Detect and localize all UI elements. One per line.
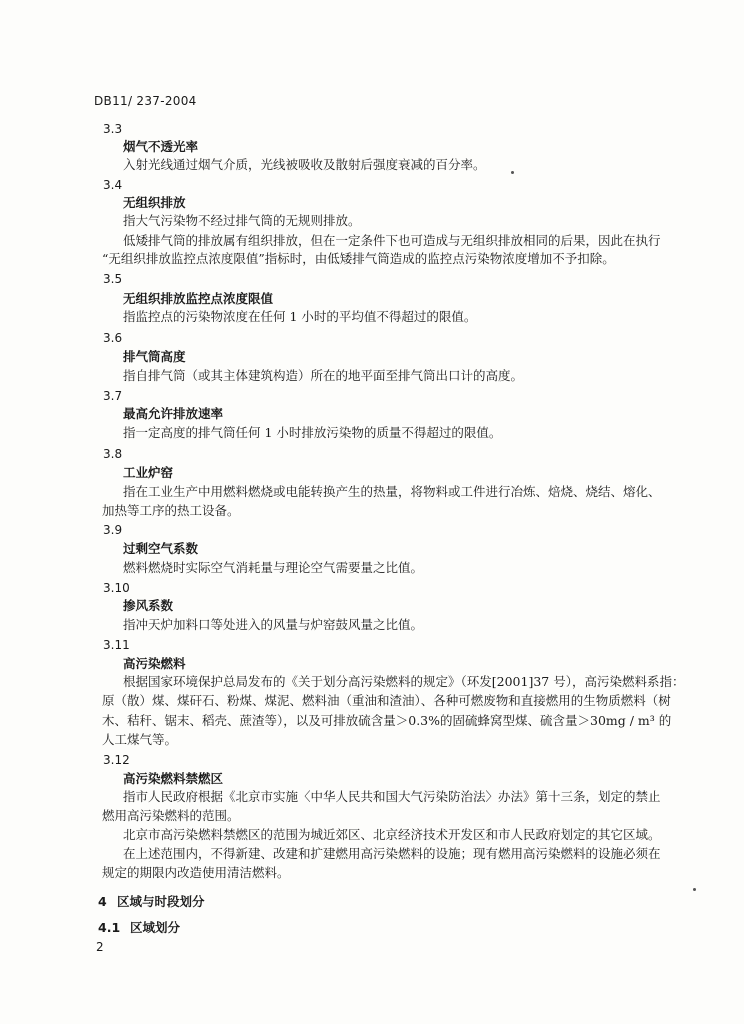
definition-3-9: 燃料燃烧时实际空气消耗量与理论空气需要量之比值。	[123, 560, 424, 575]
standard-code: DB11/ 237-2004	[94, 94, 197, 108]
term-3-6: 排气筒高度	[123, 349, 186, 364]
term-3-12: 高污染燃料禁燃区	[123, 771, 224, 786]
section-title-4-1: 区域划分	[130, 920, 181, 935]
term-3-5: 无组织排放监控点浓度限值	[123, 291, 274, 306]
paragraph-3-12-3-line-2: 规定的期限内改造使用清洁燃料。	[102, 865, 290, 880]
definition-3-3: 入射光线通过烟气介质，光线被吸收及散射后强度衰减的百分率。	[123, 157, 486, 172]
term-3-9: 过剩空气系数	[123, 541, 199, 556]
definition-3-5: 指监控点的污染物浓度在任何 1 小时的平均值不得超过的限值。	[123, 309, 477, 324]
clause-number-3-5: 3.5	[103, 272, 123, 286]
term-3-11: 高污染燃料	[123, 656, 186, 671]
definition-3-11-line-1: 根据国家环境保护总局发布的《关于划分高污染燃料的规定》（环发[2001]37 号），高污染燃料系指：	[123, 674, 685, 689]
clause-number-3-6: 3.6	[103, 331, 123, 345]
term-3-10: 掺风系数	[123, 598, 174, 613]
definition-3-11-line-3: 木、秸秆、锯末、稻壳、蔗渣等），以及可排放硫含量＞0.3%的固硫蜂窝型煤、硫含量＞30mg / m³ 的	[102, 713, 672, 728]
term-3-3: 烟气不透光率	[123, 139, 199, 154]
definition-3-12-line-2: 燃用高污染燃料的范围。	[102, 808, 240, 823]
clause-number-3-3: 3.3	[103, 122, 123, 136]
clause-number-3-4: 3.4	[103, 178, 123, 192]
term-3-4: 无组织排放	[123, 195, 186, 210]
term-3-7: 最高允许排放速率	[123, 406, 224, 421]
section-number-4-1: 4.1	[98, 920, 121, 935]
scan-speck	[511, 171, 514, 174]
definition-3-6: 指自排气筒（或其主体建筑构造）所在的地平面至排气筒出口计的高度。	[123, 368, 524, 383]
definition-3-12-line-1: 指市人民政府根据《北京市实施〈中华人民共和国大气污染防治法〉办法》第十三条，划定的禁止	[123, 789, 661, 804]
definition-3-11-line-4: 人工煤气等。	[102, 732, 178, 747]
section-title-4: 区域与时段划分	[117, 894, 205, 909]
section-number-4: 4	[98, 894, 107, 909]
scan-speck	[693, 888, 696, 891]
paragraph-3-4-line-2: “无组织排放监控点浓度限值”指标时，由低矮排气筒造成的监控点污染物浓度增加不予扣除。	[102, 251, 615, 266]
definition-3-11-line-2: 原（散）煤、煤矸石、粉煤、煤泥、燃料油（重油和渣油）、各种可燃废物和直接燃用的生物质燃料（树	[102, 693, 671, 708]
definition-3-8-line-2: 加热等工序的热工设备。	[102, 503, 240, 518]
page-number: 2	[96, 940, 104, 954]
definition-3-7: 指一定高度的排气筒任何 1 小时排放污染物的质量不得超过的限值。	[123, 425, 502, 440]
definition-3-8-line-1: 指在工业生产中用燃料燃烧或电能转换产生的热量，将物料或工件进行冶炼、焙烧、烧结、熔化、	[123, 484, 661, 499]
paragraph-3-12-2: 北京市高污染燃料禁燃区的范围为城近郊区、北京经济技术开发区和市人民政府划定的其它区域。	[123, 827, 661, 842]
term-3-8: 工业炉窑	[123, 465, 174, 480]
clause-number-3-12: 3.12	[103, 753, 130, 767]
paragraph-3-12-3-line-1: 在上述范围内，不得新建、改建和扩建燃用高污染燃料的设施；现有燃用高污染燃料的设施必须在	[123, 846, 661, 861]
definition-3-4: 指大气污染物不经过排气筒的无规则排放。	[123, 213, 361, 228]
clause-number-3-11: 3.11	[103, 638, 130, 652]
clause-number-3-9: 3.9	[103, 523, 123, 537]
clause-number-3-10: 3.10	[103, 581, 130, 595]
paragraph-3-4-line-1: 低矮排气筒的排放属有组织排放，但在一定条件下也可造成与无组织排放相同的后果，因此在执行	[123, 233, 661, 248]
definition-3-10: 指冲天炉加料口等处进入的风量与炉窑鼓风量之比值。	[123, 617, 424, 632]
clause-number-3-7: 3.7	[103, 389, 123, 403]
clause-number-3-8: 3.8	[103, 447, 123, 461]
